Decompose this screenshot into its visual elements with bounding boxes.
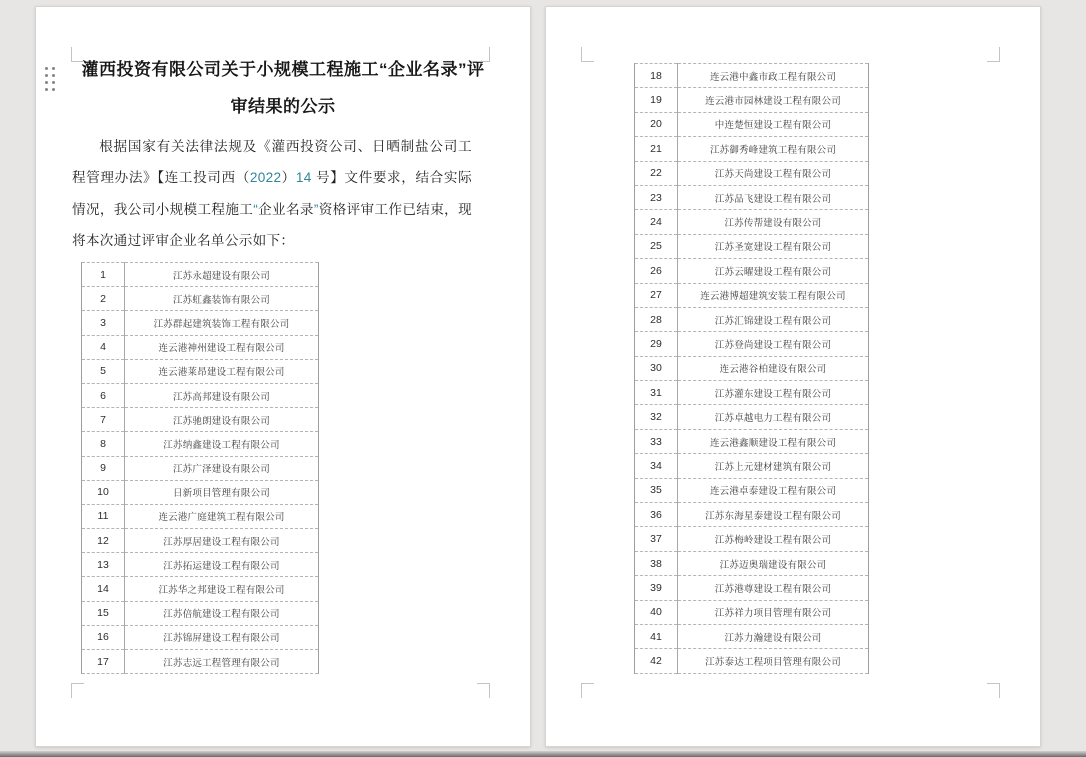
company-number: 33	[635, 429, 678, 453]
table-row	[82, 504, 319, 528]
crop-mark-icon	[581, 47, 594, 62]
company-number: 34	[635, 454, 678, 478]
company-number: 25	[635, 234, 678, 258]
company-number: 6	[82, 383, 125, 407]
company-name: 江苏拓运建设工程有限公司	[125, 553, 319, 577]
table-row	[635, 234, 869, 258]
company-number: 39	[635, 576, 678, 600]
table-row	[82, 553, 319, 577]
company-number: 21	[635, 137, 678, 161]
table-row	[82, 408, 319, 432]
company-name: 江苏广泽建设有限公司	[125, 456, 319, 480]
table-row	[635, 210, 869, 234]
crop-mark-icon	[987, 47, 1000, 62]
quote-mark: ”	[313, 201, 319, 217]
paragraph-text: ）	[281, 170, 296, 186]
company-name: 中连楚恒建设工程有限公司	[678, 112, 869, 136]
company-number: 29	[635, 332, 678, 356]
company-number: 2	[82, 287, 125, 311]
company-name: 江苏华之邦建设工程有限公司	[125, 577, 319, 601]
table-row	[635, 88, 869, 112]
drag-handle-icon[interactable]	[45, 67, 57, 94]
company-number: 14	[82, 577, 125, 601]
company-table-page-1	[81, 262, 319, 674]
company-name: 连云港博超建筑安装工程有限公司	[678, 283, 869, 307]
table-row	[82, 456, 319, 480]
paragraph-text: 资格评审工作已结束，现将本次通过评审企业名单公示如下：	[72, 201, 472, 249]
company-name: 连云港莱昂建设工程有限公司	[125, 359, 319, 383]
paragraph-text: 企业名录	[258, 201, 314, 217]
company-number: 31	[635, 381, 678, 405]
company-name: 江苏祥力项目管理有限公司	[678, 600, 869, 624]
company-number: 42	[635, 649, 678, 673]
company-name: 江苏梅岭建设工程有限公司	[678, 527, 869, 551]
company-number: 8	[82, 432, 125, 456]
paragraph-text: 根据国家有关法律法规及《灌西投资公司、日晒制盐公司工程管理办法》【连工投司西（	[72, 139, 472, 186]
table-row	[82, 577, 319, 601]
table-row	[82, 480, 319, 504]
document-page-1[interactable]	[35, 6, 531, 747]
company-name: 连云港卓泰建设工程有限公司	[678, 478, 869, 502]
company-name: 江苏群起建筑装饰工程有限公司	[125, 311, 319, 335]
company-name: 连云港中鑫市政工程有限公司	[678, 64, 869, 88]
company-name: 江苏志远工程管理有限公司	[125, 650, 319, 674]
table-row	[635, 551, 869, 575]
company-number: 5	[82, 359, 125, 383]
company-name: 江苏登尚建设工程有限公司	[678, 332, 869, 356]
company-name: 连云港鑫顺建设工程有限公司	[678, 429, 869, 453]
company-number: 11	[82, 504, 125, 528]
table-row	[635, 454, 869, 478]
document-page-2[interactable]	[545, 6, 1041, 747]
company-number: 26	[635, 259, 678, 283]
table-row	[82, 263, 319, 287]
company-number: 27	[635, 283, 678, 307]
company-name: 日新项目管理有限公司	[125, 480, 319, 504]
company-number: 15	[82, 601, 125, 625]
document-title-line: 灌西投资有限公司关于小规模工程施工“企业名录”评	[81, 60, 485, 79]
company-name: 江苏上元建材建筑有限公司	[678, 454, 869, 478]
table-row	[635, 429, 869, 453]
company-name: 江苏力瀚建设有限公司	[678, 624, 869, 648]
document-title-line: 审结果的公示	[230, 97, 336, 116]
company-name: 连云港谷柏建设有限公司	[678, 356, 869, 380]
table-row	[635, 332, 869, 356]
crop-mark-icon	[987, 683, 1000, 698]
company-number: 1	[82, 263, 125, 287]
company-number: 4	[82, 335, 125, 359]
table-row	[82, 287, 319, 311]
company-number: 35	[635, 478, 678, 502]
table-row	[635, 283, 869, 307]
table-row	[635, 600, 869, 624]
company-number: 38	[635, 551, 678, 575]
table-row	[82, 432, 319, 456]
table-row	[635, 307, 869, 331]
crop-mark-icon	[581, 683, 594, 698]
company-name: 江苏港尊建设工程有限公司	[678, 576, 869, 600]
company-number: 40	[635, 600, 678, 624]
table-row	[82, 383, 319, 407]
company-table-body-2	[635, 64, 869, 674]
company-number: 32	[635, 405, 678, 429]
company-name: 江苏汇锦建设工程有限公司	[678, 307, 869, 331]
table-row	[82, 529, 319, 553]
company-name: 江苏厚居建设工程有限公司	[125, 529, 319, 553]
company-name: 江苏传帮建设有限公司	[678, 210, 869, 234]
table-row	[635, 381, 869, 405]
company-number: 7	[82, 408, 125, 432]
table-row	[635, 161, 869, 185]
company-name: 连云港神州建设工程有限公司	[125, 335, 319, 359]
company-number: 16	[82, 625, 125, 649]
company-name: 连云港广庭建筑工程有限公司	[125, 504, 319, 528]
quote-mark: “	[253, 201, 259, 217]
paragraph-number: 2022	[249, 170, 282, 186]
company-number: 13	[82, 553, 125, 577]
company-name: 江苏倍航建设工程有限公司	[125, 601, 319, 625]
company-name: 江苏天尚建设工程有限公司	[678, 161, 869, 185]
table-row	[82, 335, 319, 359]
company-name: 江苏泰达工程项目管理有限公司	[678, 649, 869, 673]
table-row	[635, 503, 869, 527]
company-name: 江苏东海星泰建设工程有限公司	[678, 503, 869, 527]
company-number: 12	[82, 529, 125, 553]
table-row	[635, 576, 869, 600]
company-number: 20	[635, 112, 678, 136]
company-number: 28	[635, 307, 678, 331]
table-row	[635, 259, 869, 283]
company-name: 连云港市园林建设工程有限公司	[678, 88, 869, 112]
table-row	[635, 405, 869, 429]
company-number: 17	[82, 650, 125, 674]
company-number: 18	[635, 64, 678, 88]
company-number: 3	[82, 311, 125, 335]
document-paragraph	[72, 131, 472, 257]
company-table-body-1	[82, 263, 319, 674]
table-row	[635, 64, 869, 88]
table-row	[82, 625, 319, 649]
company-name: 江苏云曜建设工程有限公司	[678, 259, 869, 283]
company-name: 江苏迈奥瑞建设有限公司	[678, 551, 869, 575]
table-row	[635, 527, 869, 551]
company-number: 22	[635, 161, 678, 185]
company-name: 江苏永超建设有限公司	[125, 263, 319, 287]
table-row	[635, 112, 869, 136]
company-name: 江苏虹鑫装饰有限公司	[125, 287, 319, 311]
document-title	[66, 51, 500, 125]
company-number: 10	[82, 480, 125, 504]
crop-mark-icon	[71, 683, 84, 698]
company-number: 19	[635, 88, 678, 112]
crop-mark-icon	[477, 683, 490, 698]
company-name: 江苏纳鑫建设工程有限公司	[125, 432, 319, 456]
company-name: 江苏驰朗建设有限公司	[125, 408, 319, 432]
company-number: 23	[635, 185, 678, 209]
company-name: 江苏御秀峰建筑工程有限公司	[678, 137, 869, 161]
company-table-page-2	[634, 63, 869, 674]
table-row	[82, 650, 319, 674]
window-bottom-edge	[0, 751, 1086, 757]
company-number: 9	[82, 456, 125, 480]
table-row	[635, 624, 869, 648]
company-number: 24	[635, 210, 678, 234]
company-name: 江苏灌东建设工程有限公司	[678, 381, 869, 405]
table-row	[635, 356, 869, 380]
company-name: 江苏圣宽建设工程有限公司	[678, 234, 869, 258]
company-number: 37	[635, 527, 678, 551]
company-number: 41	[635, 624, 678, 648]
company-number: 36	[635, 503, 678, 527]
table-row	[82, 359, 319, 383]
table-row	[82, 311, 319, 335]
company-name: 江苏高邦建设有限公司	[125, 383, 319, 407]
company-name: 江苏品飞建设工程有限公司	[678, 185, 869, 209]
paragraph-number: 14	[295, 170, 312, 186]
paragraph-text: 号】文件要求，结合实际情况，我公司小规模工程施工	[72, 170, 472, 217]
company-name: 江苏锦屏建设工程有限公司	[125, 625, 319, 649]
company-name: 江苏卓越电力工程有限公司	[678, 405, 869, 429]
company-number: 30	[635, 356, 678, 380]
table-row	[635, 649, 869, 673]
table-row	[635, 478, 869, 502]
table-row	[82, 601, 319, 625]
table-row	[635, 137, 869, 161]
table-row	[635, 185, 869, 209]
